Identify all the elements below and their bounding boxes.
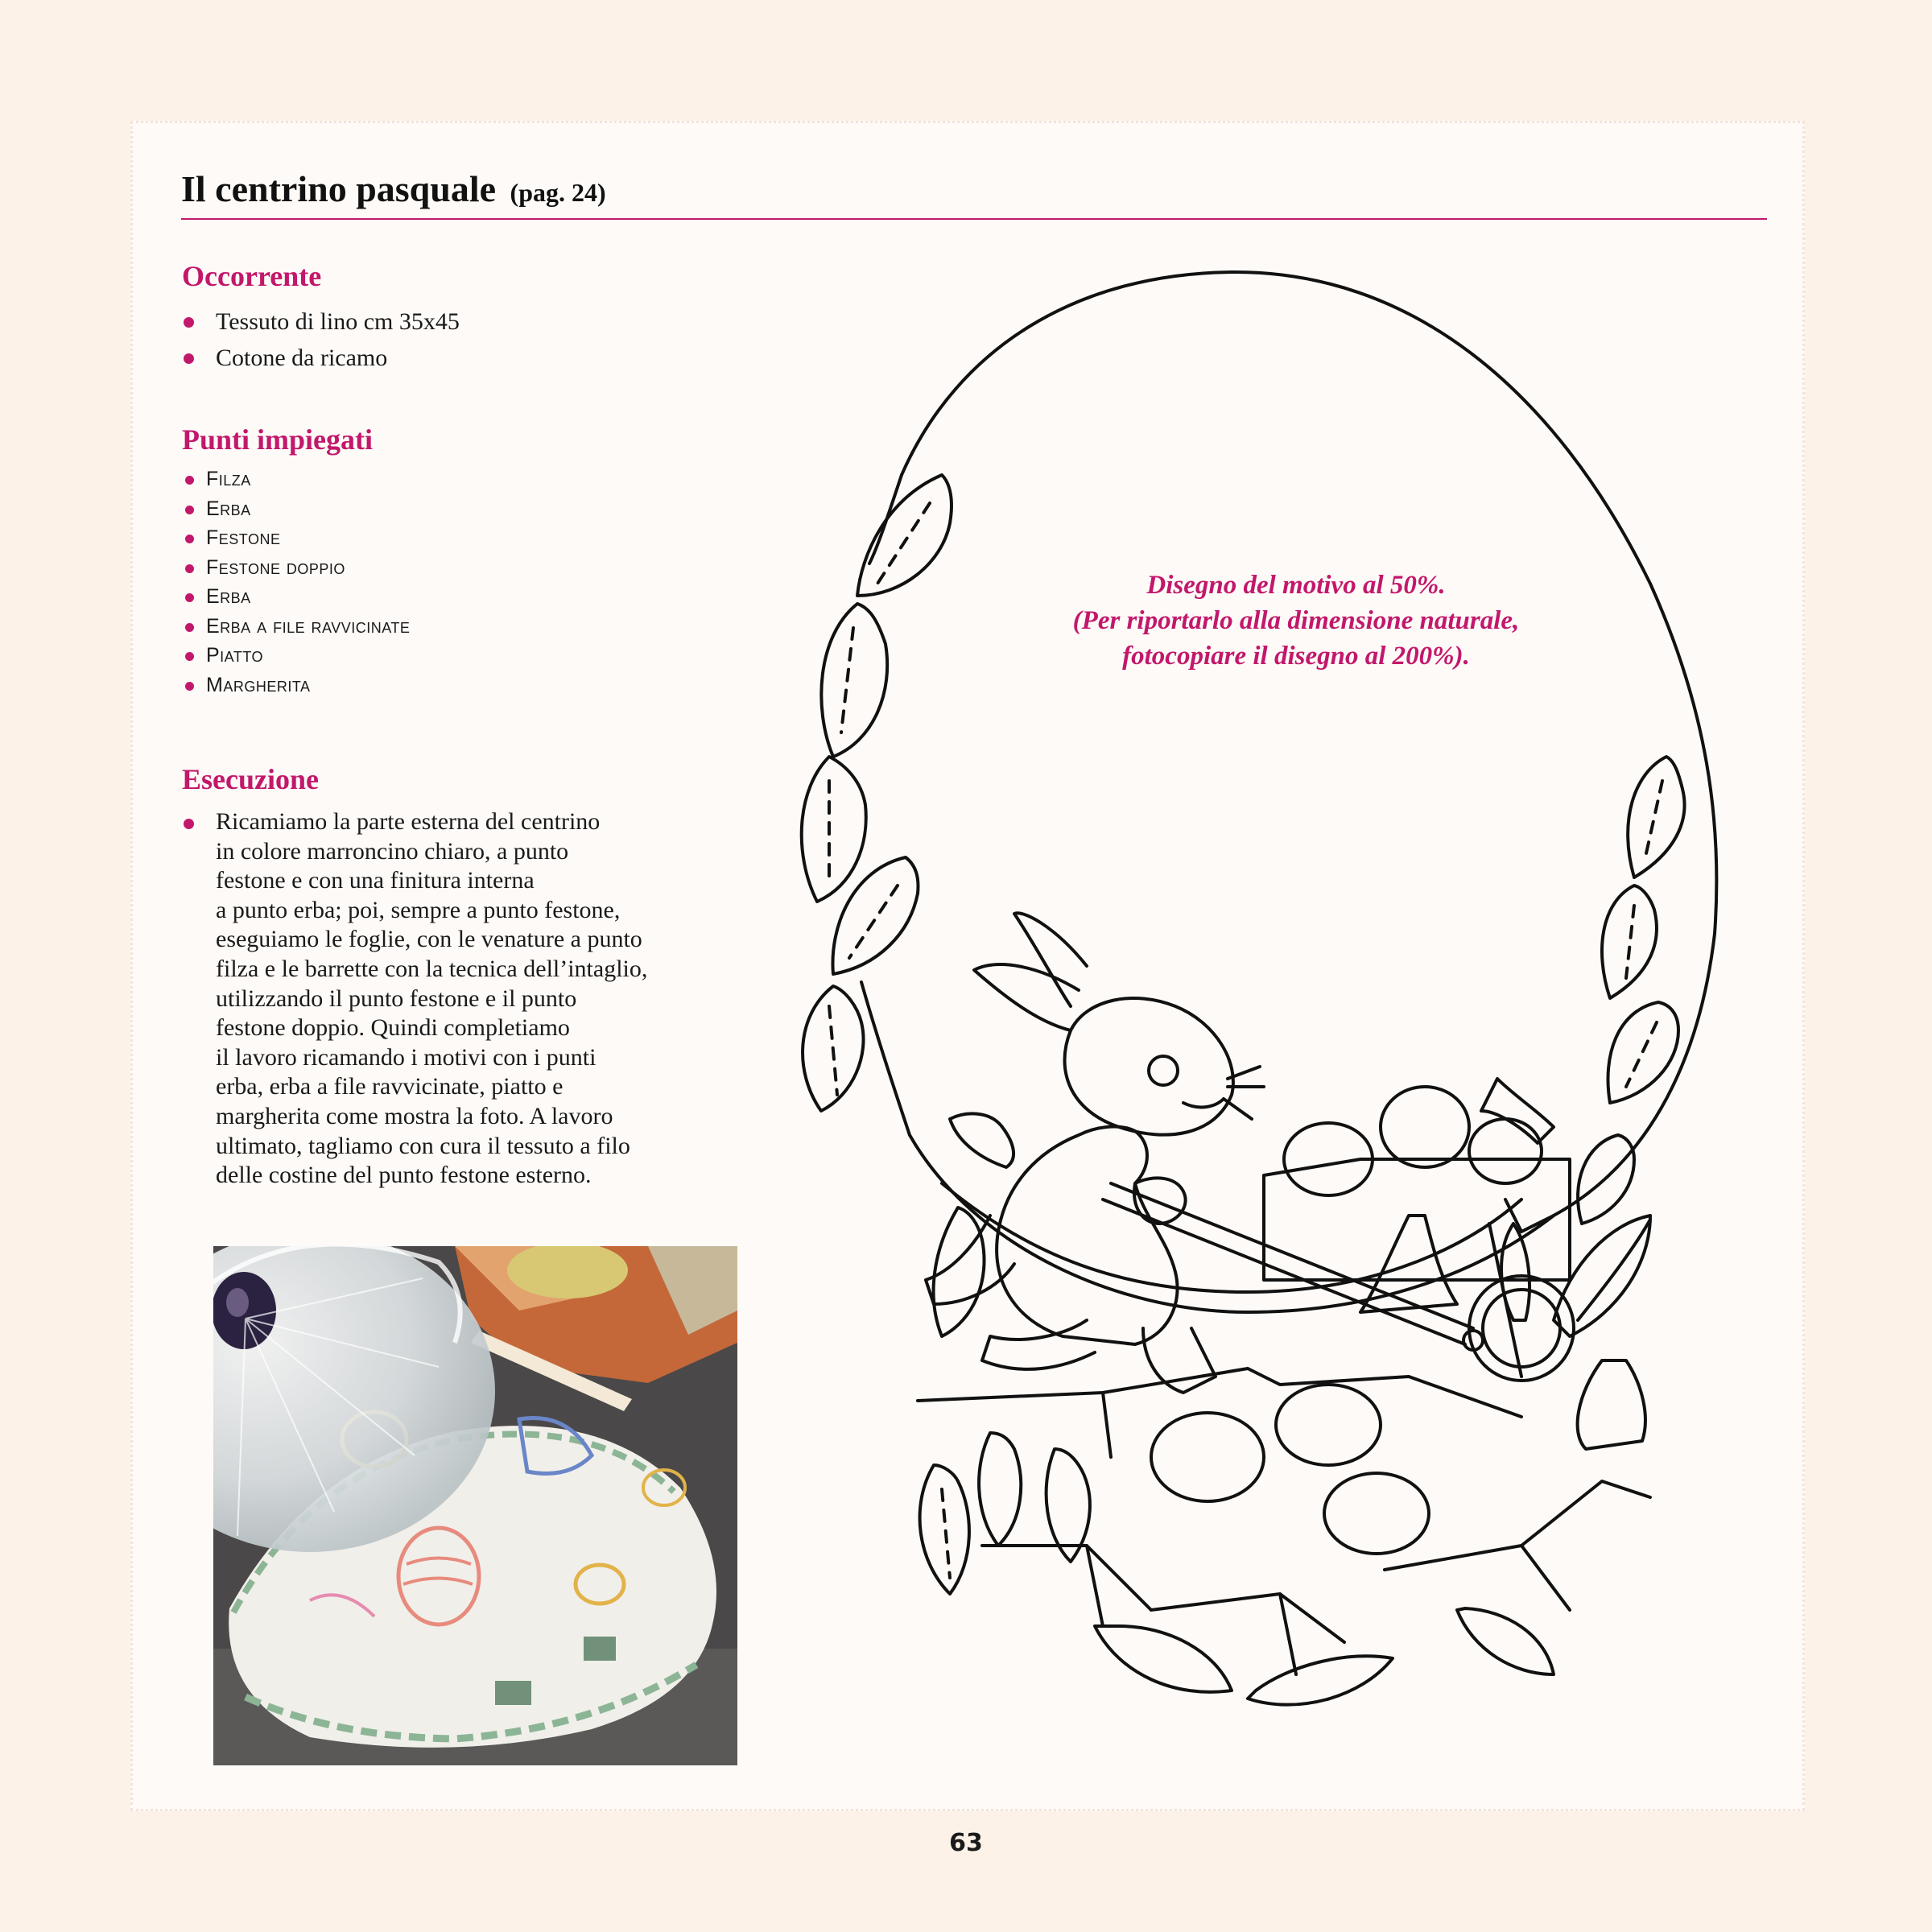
text-line: ultimato, tagliamo con cura il tessuto a filo	[216, 1132, 630, 1159]
text-line: erba, erba a file ravvicinate, piatto e	[216, 1073, 564, 1100]
text-line: delle costine del punto festone esterno.	[216, 1162, 592, 1189]
egg	[1469, 1119, 1542, 1183]
punti-heading: Punti impiegati	[182, 423, 374, 456]
list-item: Filza	[184, 464, 410, 494]
text-line: a punto erba; poi, sempre a punto festone,	[216, 896, 621, 923]
text-line: filza e le barrette con la tecnica dell’intaglio,	[216, 955, 648, 982]
leaf	[1602, 886, 1657, 998]
occorrente-heading: Occorrente	[182, 260, 322, 292]
bellflower	[1481, 1079, 1554, 1143]
caption-line: fotocopiare il disegno al 200%).	[1122, 642, 1470, 671]
leaf	[979, 1433, 1021, 1546]
text-line: utilizzando il punto festone e il punto	[216, 985, 577, 1012]
bellflower	[1578, 1360, 1645, 1449]
bunny-ear	[974, 964, 1079, 1030]
leaf	[1095, 1626, 1232, 1692]
leaf	[1248, 1656, 1393, 1704]
pattern-outline	[902, 272, 1716, 1232]
text-line: festone e con una finitura interna	[216, 867, 535, 894]
leaf	[802, 757, 866, 902]
drawing-caption	[990, 568, 1602, 674]
list-item: Tessuto di lino cm 35x45	[182, 303, 460, 340]
egg	[1276, 1385, 1381, 1465]
bunny-tail	[950, 1113, 1013, 1167]
list-item: Margherita	[184, 671, 410, 700]
pattern-drawing	[797, 258, 1763, 1771]
caption-line: Disegno del motivo al 50%.	[1146, 571, 1446, 600]
leaf	[920, 1465, 969, 1594]
list-item: Festone	[184, 523, 410, 553]
egg	[1151, 1413, 1264, 1501]
list-item: Piatto	[184, 641, 410, 671]
text-line: Ricamiamo la parte esterna del centrino	[216, 808, 601, 835]
punti-list	[184, 464, 410, 700]
leaf	[1457, 1608, 1554, 1674]
esecuzione-heading: Esecuzione	[182, 763, 319, 795]
page-ref: (pag. 24)	[510, 178, 606, 207]
wheelbarrow-wheel	[1469, 1276, 1574, 1381]
wheelbarrow-handle	[1103, 1183, 1473, 1344]
egg	[1381, 1087, 1469, 1167]
text-line: festone doppio. Quindi completiamo	[216, 1014, 570, 1042]
leaf	[1628, 757, 1684, 877]
list-item: Cotone da ricamo	[182, 340, 460, 376]
leaf	[832, 857, 918, 974]
text-line: in colore marroncino chiaro, a punto	[216, 837, 569, 865]
bunny-ear	[1014, 913, 1087, 1006]
occorrente-list	[182, 303, 460, 376]
list-item: Festone doppio	[184, 553, 410, 583]
page-title	[181, 167, 606, 210]
list-item: Erba	[184, 582, 410, 612]
egg	[1324, 1473, 1429, 1554]
title-row	[181, 165, 1767, 220]
esecuzione-text	[182, 807, 713, 1191]
page-number: 63	[949, 1829, 983, 1857]
bunny-body	[997, 1127, 1177, 1344]
list-item: Erba a file ravvicinate	[184, 612, 410, 642]
text-line: margherita come mostra la foto. A lavoro	[216, 1102, 613, 1129]
text-line: il lavoro ricamando i motivi con i punti	[216, 1043, 597, 1071]
doily-photo	[213, 1246, 737, 1765]
title-text: Il centrino pasquale	[181, 168, 497, 209]
leaf	[857, 475, 952, 596]
caption-line: (Per riportarlo alla dimensione naturale,	[1072, 606, 1520, 635]
list-item: Erba	[184, 494, 410, 524]
text-line: eseguiamo le foglie, con le venature a punto	[216, 926, 642, 953]
